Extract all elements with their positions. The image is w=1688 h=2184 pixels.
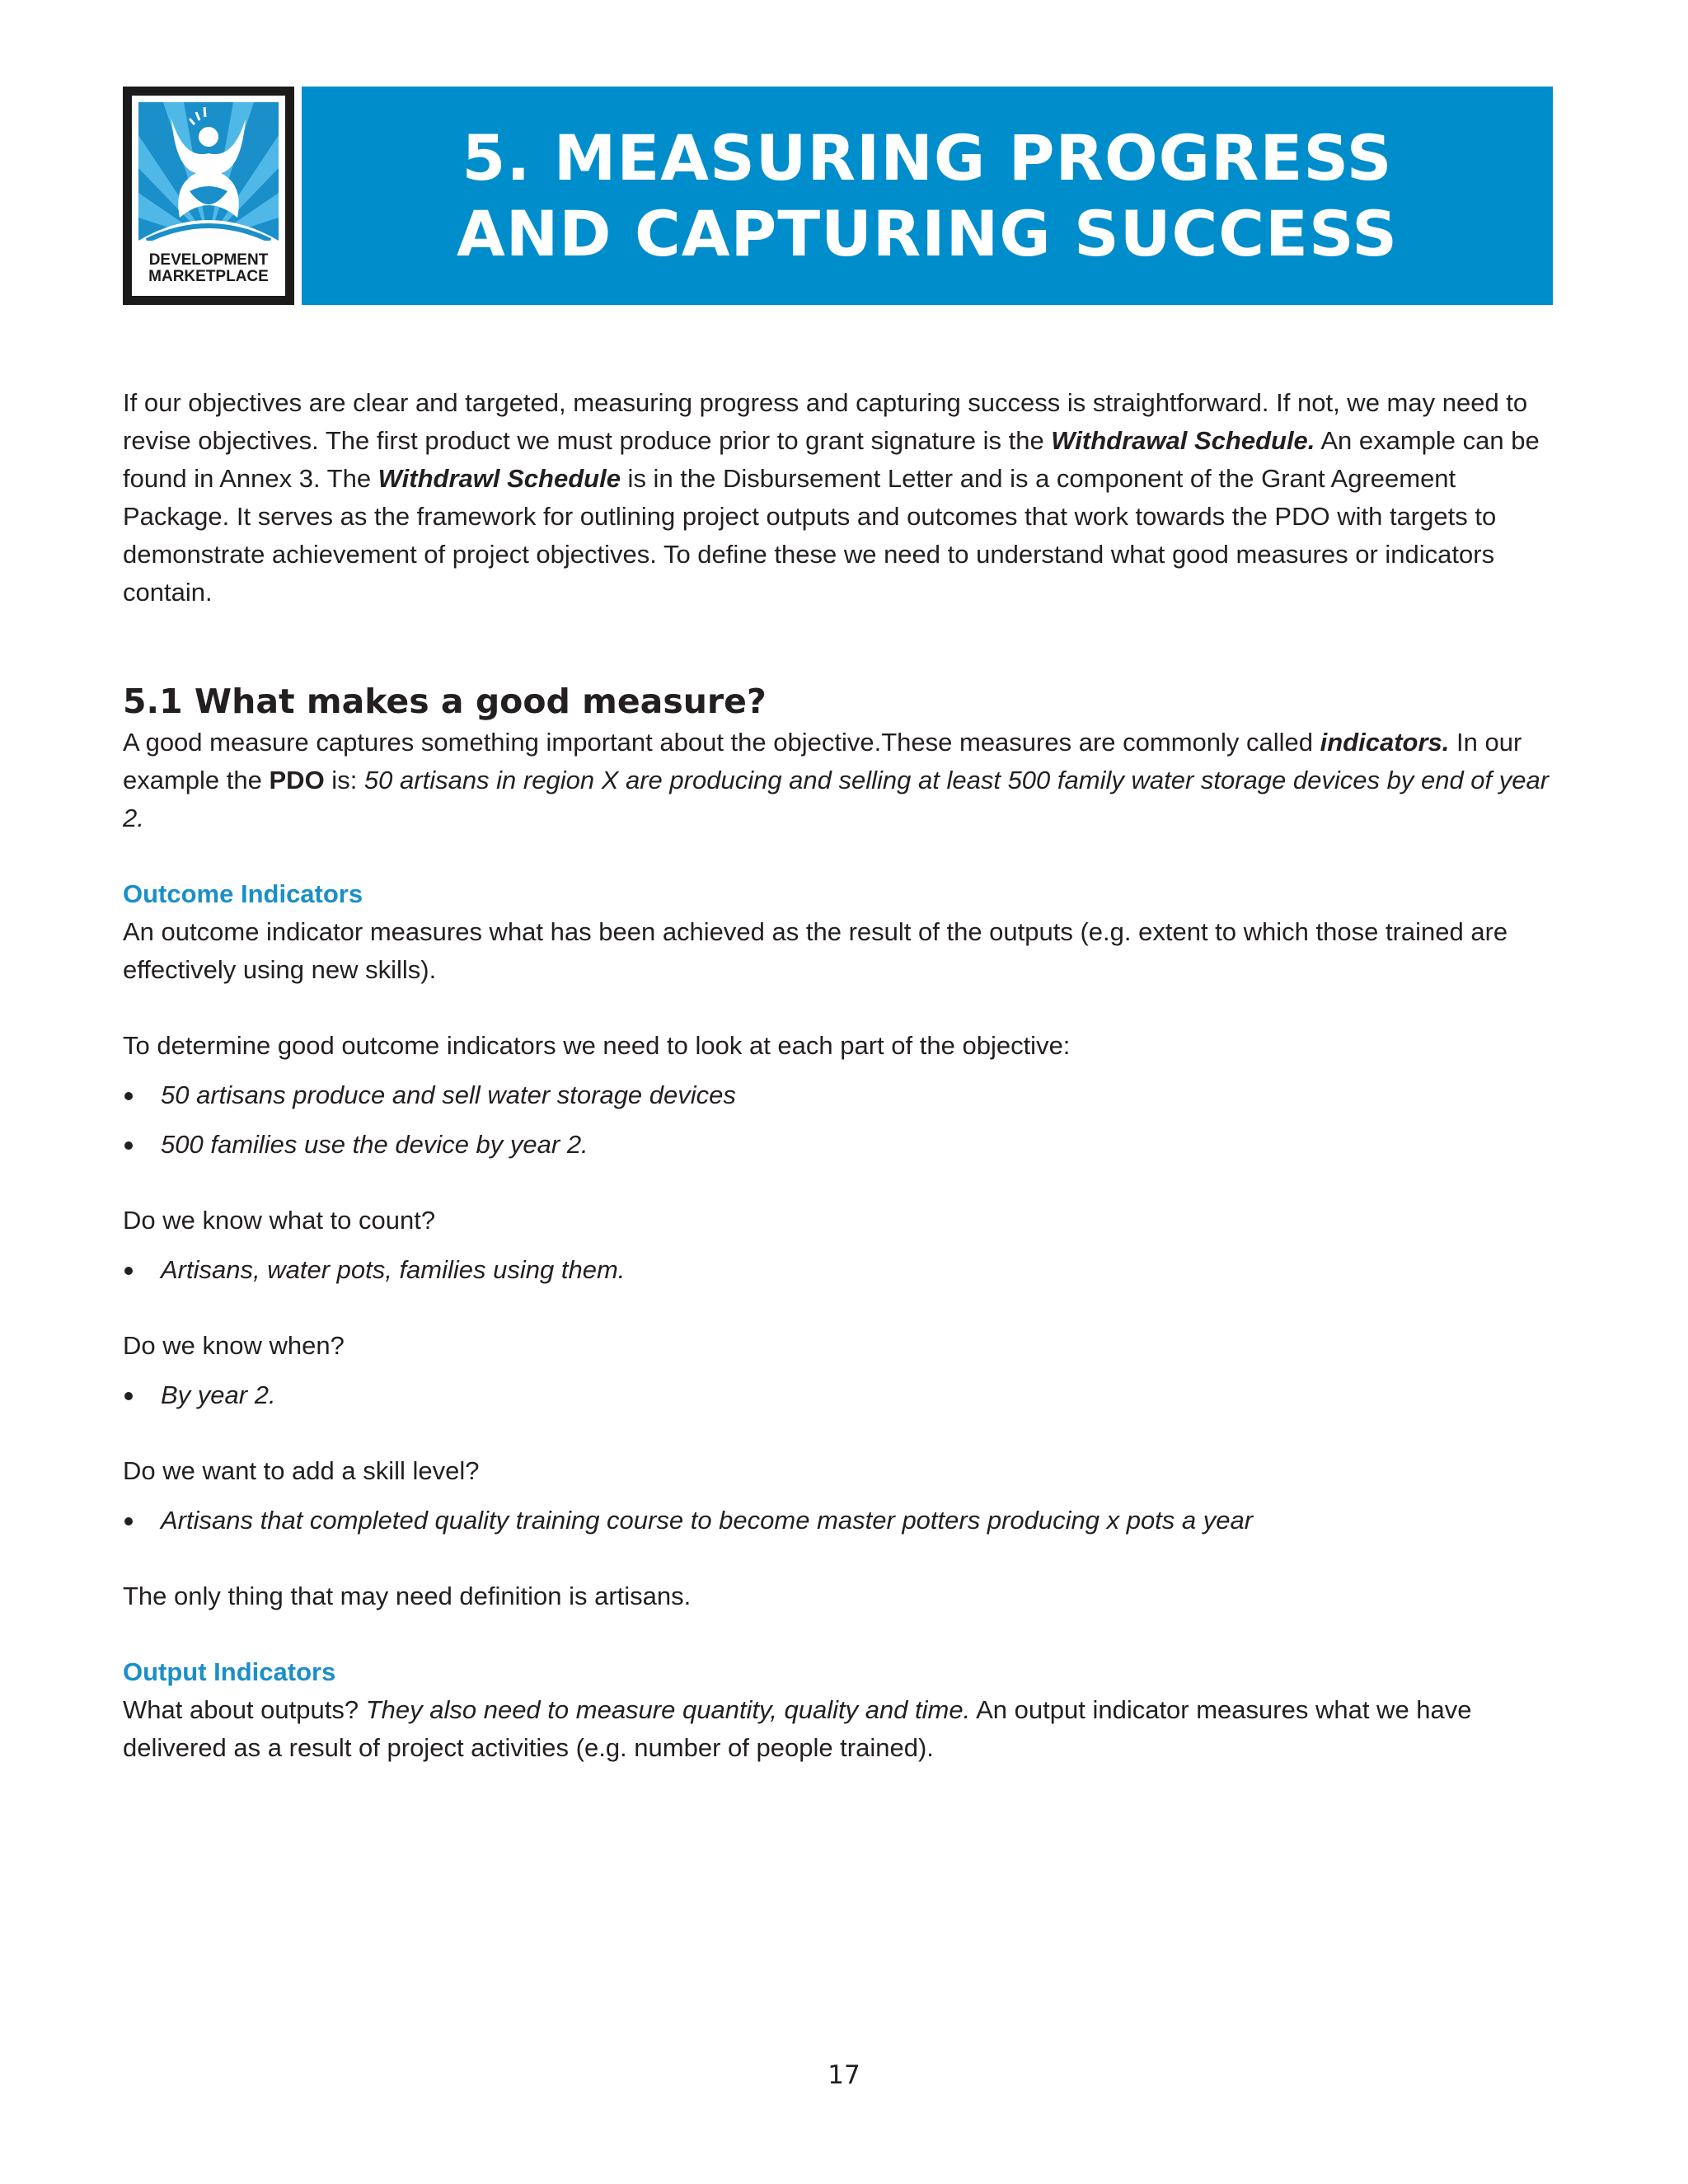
spacer bbox=[123, 1164, 1557, 1202]
list-item: Artisans that completed quality training course to become master potters producing x pots a year bbox=[123, 1502, 1557, 1540]
section-text-2: In our example the bbox=[123, 728, 1522, 794]
intro-text-2: An example can be found in Annex 3. The bbox=[123, 426, 1540, 493]
spacer bbox=[123, 1289, 1557, 1327]
outcome-paragraph: An outcome indicator measures what has been achieved as the result of the outputs (e.g. extent to which those trained are effectively using new skills). bbox=[123, 917, 1508, 984]
spacer bbox=[123, 1540, 1557, 1577]
intro-paragraph bbox=[123, 384, 1557, 612]
chapter-title-line2: AND CAPTURING SUCCESS bbox=[456, 196, 1399, 270]
determine-paragraph: To determine good outcome indicators we need to look at each part of the objective: bbox=[123, 1031, 1071, 1060]
output-text-2: An output indicator measures what we have delivered as a result of project activities (e.g. number of people trained). bbox=[123, 1695, 1472, 1762]
spacer bbox=[123, 837, 1557, 875]
list-item: 50 artisans produce and sell water storage devices bbox=[123, 1076, 1557, 1114]
outcome-indicators-heading: Outcome Indicators bbox=[123, 879, 363, 908]
logo bbox=[123, 87, 294, 305]
chapter-title-line1: 5. MEASURING PROGRESS bbox=[462, 120, 1393, 194]
section-heading: 5.1 What makes a good measure? bbox=[123, 682, 767, 721]
output-indicators-heading: Output Indicators bbox=[123, 1657, 336, 1686]
output-paragraph bbox=[123, 1691, 1557, 1767]
count-list bbox=[123, 1251, 1557, 1289]
section-paragraph bbox=[123, 724, 1557, 837]
intro-text-1: If our objectives are clear and targeted, measuring progress and capturing success is straightforward. If not, we may need to revise objectives. The first product we must produce prior to grant signature is the bbox=[123, 388, 1528, 455]
list-item: Artisans, water pots, families using them. bbox=[123, 1251, 1557, 1289]
intro-emphasis-1: Withdrawal Schedule. bbox=[1051, 426, 1315, 455]
when-list bbox=[123, 1376, 1557, 1414]
spacer bbox=[123, 1615, 1557, 1653]
page-number: 17 bbox=[828, 2060, 860, 2090]
logo-text-line2: MARKETPLACE bbox=[148, 268, 269, 285]
skill-list bbox=[123, 1502, 1557, 1540]
list-item: By year 2. bbox=[123, 1376, 1557, 1414]
section-text-3: is: bbox=[324, 766, 364, 794]
question-skill: Do we want to add a skill level? bbox=[123, 1456, 480, 1485]
question-when: Do we know when? bbox=[123, 1331, 345, 1360]
development-marketplace-emblem-icon bbox=[138, 102, 279, 241]
logo-text-line1: DEVELOPMENT bbox=[148, 251, 269, 269]
section-emphasis-1: indicators. bbox=[1320, 728, 1450, 757]
list-item: 500 families use the device by year 2. bbox=[123, 1126, 1557, 1164]
section-emphasis-2: PDO bbox=[269, 766, 325, 794]
section-text-1: A good measure captures something important about the objective.These measures are commonly called bbox=[123, 728, 1320, 757]
section-italic-1: 50 artisans in region X are producing and selling at least 500 family water storage devices by end of year 2. bbox=[123, 766, 1550, 832]
question-count: Do we know what to count? bbox=[123, 1206, 436, 1235]
definition-paragraph: The only thing that may need definition is artisans. bbox=[123, 1582, 692, 1610]
logo-text bbox=[138, 252, 279, 285]
intro-emphasis-2: Withdrawl Schedule bbox=[377, 464, 621, 493]
output-italic-1: They also need to measure quantity, quality and time. bbox=[365, 1695, 971, 1724]
intro-text-3: is in the Disbursement Letter and is a component of the Grant Agreement Package. It serves as the framework for outlining project outputs and outcomes that work towards the PDO with targets to demonstrate achievement of project objectives. To define these we need to understand what good measures or indicators contain. bbox=[123, 464, 1497, 607]
spacer bbox=[123, 1414, 1557, 1452]
objective-parts-list bbox=[123, 1076, 1557, 1164]
spacer bbox=[123, 989, 1557, 1027]
logo-inner bbox=[132, 96, 285, 296]
page-content bbox=[123, 384, 1557, 1767]
output-text-1: What about outputs? bbox=[123, 1695, 366, 1724]
chapter-title-banner bbox=[302, 87, 1553, 305]
